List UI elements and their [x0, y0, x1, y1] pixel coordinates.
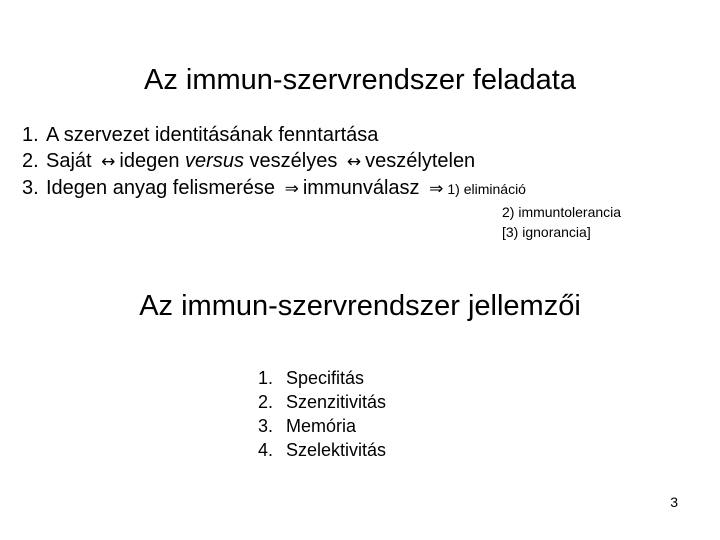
list-item-text: A szervezet identitásának fenntartása [46, 124, 379, 146]
subitem-immunotolerance: 2) immuntolerancia [502, 204, 622, 220]
list-number: 3. [258, 416, 274, 436]
response-subitems [502, 202, 621, 242]
tasks-list-item-3 [22, 175, 526, 202]
list-number: 2. [22, 150, 39, 172]
text-foreign: idegen [119, 150, 180, 172]
features-list-item [258, 366, 386, 390]
page-number: 3 [670, 494, 678, 510]
features-list [258, 366, 386, 462]
list-number: 1. [22, 124, 39, 146]
text-self: Saját [46, 150, 92, 172]
text-harmless: veszélytelen [365, 150, 476, 172]
features-list-item [258, 390, 386, 414]
list-item-text: Szenzitivitás [286, 392, 387, 412]
left-right-arrow-icon: ↔ [101, 152, 116, 172]
text-dangerous: veszélyes [249, 150, 338, 172]
features-list-item [258, 438, 386, 462]
list-item-text: Szelektivitás [286, 440, 387, 460]
list-number: 4. [258, 440, 274, 460]
list-number: 1. [258, 368, 274, 388]
implies-arrow-icon: ⇒ [284, 179, 299, 199]
tasks-list-item-2 [22, 148, 526, 175]
subitem-ignorance: [3) ignorancia] [502, 224, 591, 240]
list-number: 3. [22, 177, 39, 199]
tasks-list [22, 122, 526, 202]
features-list-item [258, 414, 386, 438]
text-versus: versus [185, 150, 244, 172]
text-immune-response: immunválasz [302, 177, 420, 199]
implies-arrow-icon: ⇒ [429, 179, 444, 199]
left-right-arrow-icon: ↔ [346, 152, 362, 172]
slide-title-tasks: Az immun-szervrendszer feladata [144, 64, 576, 96]
slide-title-features: Az immun-szervrendszer jellemzői [139, 290, 581, 322]
list-item-text: Specifitás [286, 368, 365, 388]
tasks-list-item-1 [22, 122, 526, 148]
list-item-text: Memória [286, 416, 357, 436]
text-elimination: 1) elimináció [447, 181, 526, 197]
text-recognition: Idegen anyag felismerése [46, 177, 276, 199]
list-number: 2. [258, 392, 274, 412]
